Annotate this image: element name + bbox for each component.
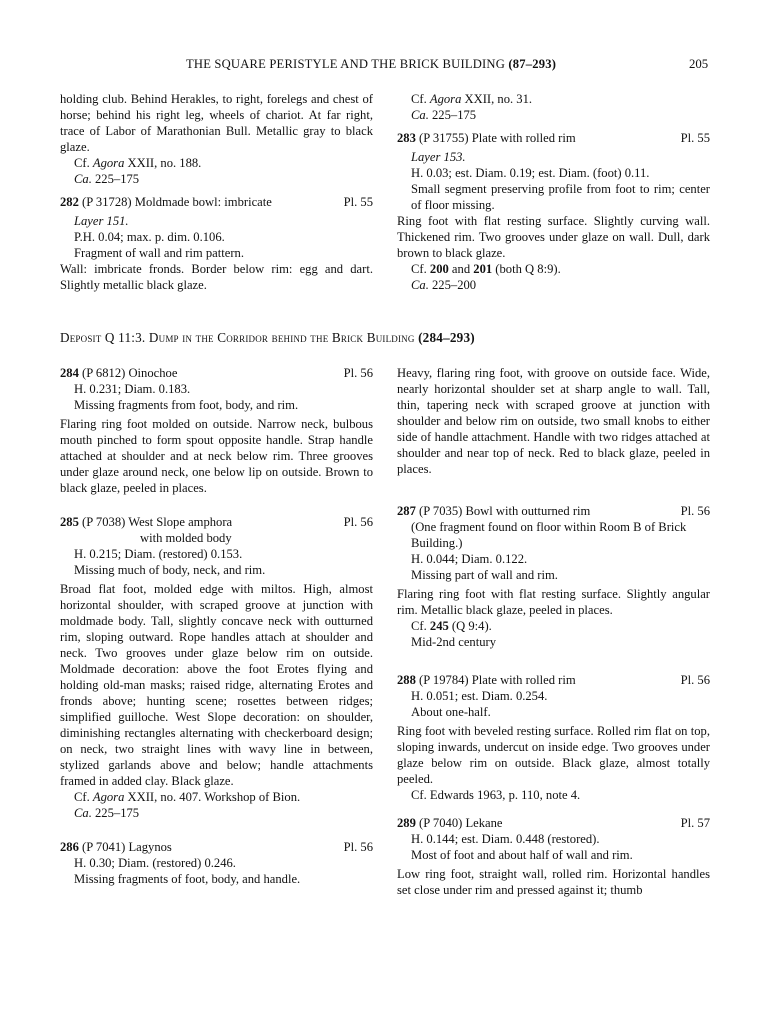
deposit-range: (284–293): [418, 330, 475, 345]
catalog-entry-289: [397, 815, 710, 898]
entry-title-continued: with molded body: [140, 531, 232, 545]
entry-number: 288: [397, 673, 416, 687]
entry-heading: [60, 839, 373, 855]
date: Ca. 225–175: [74, 172, 140, 186]
plate-reference: Pl. 56: [680, 504, 710, 518]
comparanda: Cf. Edwards 1963, p. 110, note 4.: [411, 788, 581, 802]
entry-inventory-title: (P 7040) Lekane: [419, 816, 503, 830]
lower-right-column: [397, 365, 710, 898]
dimensions: H. 0.215; Diam. (restored) 0.153.: [74, 547, 243, 561]
entry-inventory-title: (P 19784) Plate with rolled rim: [419, 673, 576, 687]
catalog-entry-288: [397, 672, 710, 803]
entry-heading: [397, 672, 710, 688]
description: Ring foot with flat resting surface. Slightly curving wall. Thickened rim. Two grooves under glaze on wall. Dull, dark brown to black glaze.: [397, 214, 710, 260]
entry-number: 284: [60, 366, 79, 380]
description: Wall: imbricate fronds. Border below rim: egg and dart. Slightly metallic black glaze.: [60, 262, 373, 292]
entry-inventory-title: (P 31755) Plate with rolled rim: [419, 131, 576, 145]
date: Ca. 225–175: [411, 108, 477, 122]
entry-number: 286: [60, 840, 79, 854]
entry-inventory-title: (P 7038) West Slope amphora: [82, 515, 233, 529]
running-title: [186, 56, 556, 72]
description: Flaring ring foot with flat resting surface. Slightly angular rim. Metallic black glaze, peeled in places.: [397, 587, 710, 617]
entry-number: 282: [60, 195, 79, 209]
dimensions: H. 0.051; est. Diam. 0.254.: [411, 689, 548, 703]
comparanda: Cf. Agora XXII, no. 407. Workshop of Bion.: [74, 790, 301, 804]
dimensions: H. 0.30; Diam. (restored) 0.246.: [74, 856, 236, 870]
preservation: Missing much of body, neck, and rim.: [74, 563, 266, 577]
findspot: (One fragment found on floor within Room B of Brick Building.): [411, 520, 687, 550]
entry-heading: [60, 514, 373, 530]
description: Ring foot with beveled resting surface. Rolled rim flat on top, sloping inwards, undercut on inside edge. Two grooves under glaze below rim on outside. Black glaze, almost totally peeled.: [397, 724, 710, 786]
preservation: Fragment of wall and rim pattern.: [74, 246, 244, 260]
running-title-text: THE SQUARE PERISTYLE AND THE BRICK BUILDING: [186, 57, 506, 71]
plate-reference: Pl. 56: [343, 840, 373, 854]
entry-number: 289: [397, 816, 416, 830]
catalog-entry-285: [60, 514, 373, 821]
plate-reference: Pl. 56: [343, 366, 373, 380]
top-left-column: [60, 91, 373, 293]
comparanda: Cf. Agora XXII, no. 188.: [74, 156, 202, 170]
layer: Layer 153.: [411, 150, 466, 164]
entry-inventory-title: (P 7041) Lagynos: [82, 840, 172, 854]
preservation: Most of foot and about half of wall and rim.: [411, 848, 633, 862]
date: Ca. 225–175: [74, 806, 140, 820]
plate-reference: Pl. 56: [343, 515, 373, 529]
entry-number: 285: [60, 515, 79, 529]
description: Flaring ring foot molded on outside. Narrow neck, bulbous mouth pinched to form spout opposite handle. Strap handle attached at shoulder and at neck below rim. Three grooves under glaze around neck, one below lip on outside. Brown to black glaze, peeled in places.: [60, 417, 373, 495]
entry-heading: [60, 194, 373, 210]
catalog-entry-287: [397, 503, 710, 650]
dimensions: H. 0.044; Diam. 0.122.: [411, 552, 528, 566]
catalog-entry-282: [60, 194, 373, 293]
entry-inventory-title: (P 31728) Moldmade bowl: imbricate: [82, 195, 272, 209]
running-header: [0, 56, 764, 74]
continued-description: Heavy, flaring ring foot, with groove on outside face. Wide, nearly horizontal shoulder set at sharp angle to wall. Tall, thin, tapering neck with scraped groove at junction with shoulder and below rim on outside, two small knobs to either side of handle attachment. Handle with two ridges attached at shoulder and near top of neck. Red to black glaze, peeled in places.: [397, 366, 710, 476]
comparanda: Cf. 245 (Q 9:4).: [411, 619, 492, 633]
continued-description: holding club. Behind Herakles, to right, forelegs and chest of horse; behind his right leg, wheels of chariot. At far right, trace of Labor of Marathonian Bull. Metallic gray to black glaze.: [60, 92, 373, 154]
running-title-range: (87–293): [508, 57, 557, 71]
entry-inventory-title: (P 6812) Oinochoe: [82, 366, 178, 380]
catalog-entry-284: [60, 365, 373, 496]
preservation: Small segment preserving profile from foot to rim; center of floor missing.: [411, 182, 710, 212]
preservation: Missing fragments from foot, body, and rim.: [74, 398, 299, 412]
entry-number: 287: [397, 504, 416, 518]
description: Broad flat foot, molded edge with miltos. High, almost horizontal shoulder, with scraped groove at junction with moldmade body. Tall, slightly concave neck with outturned rim, sloping outward. Rope handles attach at shoulder and neck. Two grooves under glaze below rim on outside. Moldmade decoration: above the foot Erotes flying and holding old-man masks; raised ridge, alternating Erotes and fronds above; hunting scene; rosettes between ridges; simplified guilloche. West Slope decoration: on shoulder, diminishing rectangles alternating with checkerboard design; on neck, two straight lines with wavy line in between, stylized garlands above and below; handle attachments framed in added clay. Black glaze.: [60, 582, 373, 788]
preservation: Missing part of wall and rim.: [411, 568, 558, 582]
entry-heading: [397, 130, 710, 146]
page-number: 205: [689, 57, 709, 71]
deposit-label: Deposit Q 11:3.: [60, 330, 146, 345]
date: Mid-2nd century: [411, 635, 496, 649]
date: Ca. 225–200: [411, 278, 477, 292]
entry-inventory-title: (P 7035) Bowl with outturned rim: [419, 504, 591, 518]
dimensions: H. 0.231; Diam. 0.183.: [74, 382, 191, 396]
plate-reference: Pl. 57: [680, 816, 710, 830]
preservation: Missing fragments of foot, body, and handle.: [74, 872, 301, 886]
comparanda: Cf. 200 and 201 (both Q 8:9).: [411, 262, 561, 276]
lower-left-column: [60, 365, 373, 887]
top-right-column: [397, 91, 710, 293]
catalog-entry-286: [60, 839, 373, 887]
description: Low ring foot, straight wall, rolled rim. Horizontal handles set close under rim and pressed against it; thumb: [397, 867, 710, 897]
plate-reference: Pl. 56: [680, 673, 710, 687]
preservation: About one-half.: [411, 705, 491, 719]
plate-reference: Pl. 55: [343, 195, 373, 209]
entry-number: 283: [397, 131, 416, 145]
comparanda: Cf. Agora XXII, no. 31.: [411, 92, 533, 106]
entry-heading: [60, 365, 373, 381]
entry-heading: [397, 503, 710, 519]
plate-reference: Pl. 55: [680, 131, 710, 145]
deposit-heading: [60, 330, 710, 346]
dimensions: P.H. 0.04; max. p. dim. 0.106.: [74, 230, 225, 244]
dimensions: H. 0.144; est. Diam. 0.448 (restored).: [411, 832, 600, 846]
dimensions: H. 0.03; est. Diam. 0.19; est. Diam. (foot) 0.11.: [411, 166, 650, 180]
layer: Layer 151.: [74, 214, 129, 228]
deposit-title: Dump in the Corridor behind the Brick Building: [148, 330, 415, 345]
entry-heading: [397, 815, 710, 831]
catalog-entry-283: [397, 130, 710, 293]
